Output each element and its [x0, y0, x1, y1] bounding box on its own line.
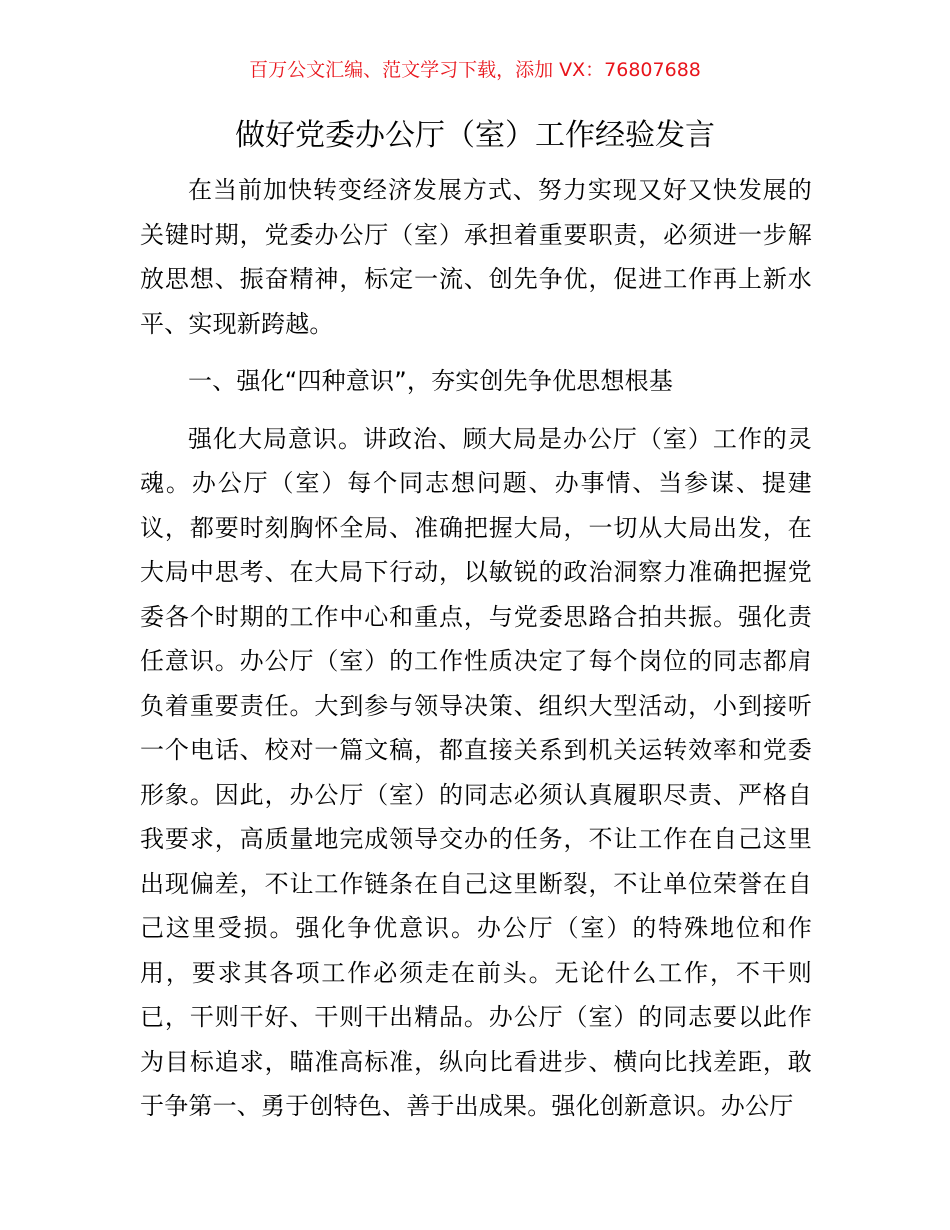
header-banner: 百万公文汇编、范文学习下载，添加 VX：76807688 [249, 59, 701, 81]
section-heading: 一、强化“四种意识”，夯实创先争优思想根基 [188, 367, 674, 395]
document-body [140, 168, 812, 1129]
intro-paragraph: 在当前加快转变经济发展方式、努力实现又好又快发展的关键时期，党委办公厅（室）承担着重要职责，必须进一步解放思想、振奋精神，标定一流、创先争优，促进工作再上新水平、实现新跨越。 [140, 176, 812, 338]
document-title: 做好党委办公厅（室）工作经验发言 [235, 118, 715, 153]
body-paragraph: 强化大局意识。讲政治、顾大局是办公厅（室）工作的灵魂。办公厅（室）每个同志想问题、办事情、当参谋、提建议，都要时刻胸怀全局、准确把握大局，一切从大局出发，在大局中思考、在大局下行动，以敏锐的政治洞察力准确把握党委各个时期的工作中心和重点，与党委思路合拍共振。强化责任意识。办公厅（室）的工作性质决定了每个岗位的同志都肩负着重要责任。大到参与领导决策、组织大型活动，小到接听一个电话、校对一篇文稿，都直接关系到机关运转效率和党委形象。因此，办公厅（室）的同志必须认真履职尽责、严格自我要求，高质量地完成领导交办的任务，不让工作在自己这里出现偏差，不让工作链条在自己这里断裂，不让单位荣誉在自己这里受损。强化争优意识。办公厅（室）的特殊地位和作用，要求其各项工作必须走在前头。无论什么工作，不干则已，干则干好、干则干出精品。办公厅（室）的同志要以此作为目标追求，瞄准高标准，纵向比看进步、横向比找差距，敢于争第一、勇于创特色、善于出成果。强化创新意识。办公厅 [140, 424, 812, 1120]
